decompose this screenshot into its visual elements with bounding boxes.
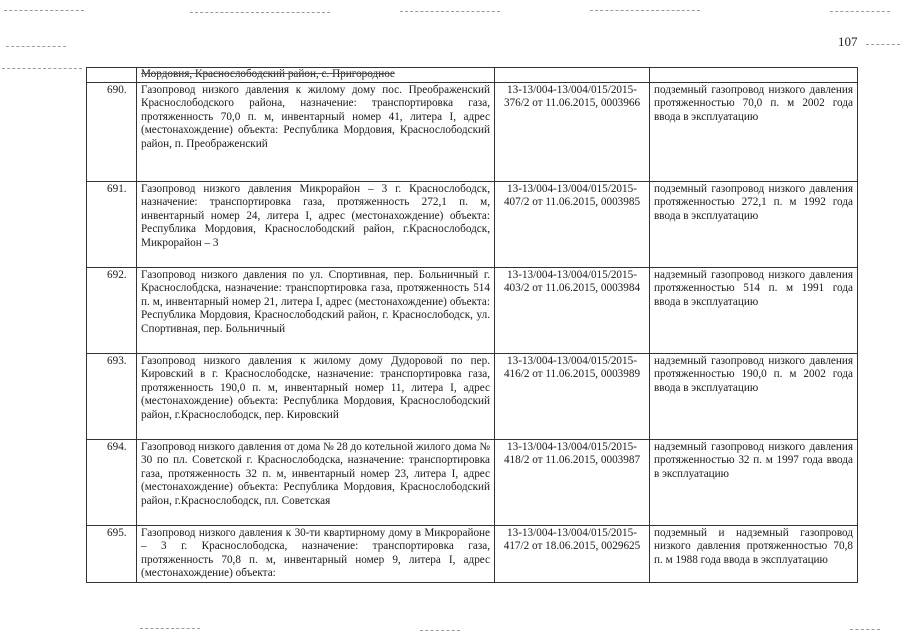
scan-artifact-top-mid <box>190 12 330 13</box>
scan-artifact-left-edge <box>2 68 82 69</box>
cell-registration: 13-13/004-13/004/015/2015-416/2 от 11.06.2015, 0003989 <box>495 353 650 439</box>
table-row-continuation <box>87 68 858 83</box>
cell-extra: надземный газопровод низкого давления протяженностью 32 п. м 1997 года ввода в эксплуатацию <box>650 439 858 525</box>
continuation-text: Мордовия, Краснослободский район, с. Пригородное <box>141 68 395 80</box>
cell-extra: подземный газопровод низкого давления протяженностью 272,1 п. м 1992 года ввода в эксплуатацию <box>650 181 858 267</box>
cell-num: 693. <box>87 353 137 439</box>
scan-artifact-bottom-mid <box>420 630 460 631</box>
table-row <box>87 181 858 267</box>
cell-description: Газопровод низкого давления к жилому дому Дудоровой по пер. Кировский в г. Краснослободске, назначение: транспортировка газа, протяженность 190,0 п. м, инвентарный номер 11, литера I, адрес (местонахождение) объекта: Республика Мордовия, Краснослободский район, г.Краснослободск, пер. Кировский <box>137 353 495 439</box>
cell-num: 690. <box>87 82 137 181</box>
scan-artifact-header-left <box>6 46 66 47</box>
cell-extra <box>650 68 858 83</box>
scan-artifact-top-center <box>400 11 500 12</box>
scan-artifact-header-right <box>866 44 900 45</box>
cell-description <box>137 68 495 83</box>
table-row <box>87 267 858 353</box>
gas-pipeline-table <box>86 67 858 583</box>
cell-num: 692. <box>87 267 137 353</box>
cell-description: Газопровод низкого давления от дома № 28 до котельной жилого дома № 30 по пл. Советской г. Краснослободска, назначение: транспортировка газа, протяженность 32 п. м, инвентарный номер 23, литера I, адрес (местонахождение) объекта: Республика Мордовия, Краснослободский район, г.Краснослободск, пл. Советская <box>137 439 495 525</box>
cell-description: Газопровод низкого давления к жилому дому пос. Преображенский Краснослободского района, назначение: транспортировка газа, протяженность 70,0 п. м, инвентарный номер 41, литера I, адрес (местонахождение) объекта: Республика Мордовия, Краснослободский район, п. Преображенский <box>137 82 495 181</box>
scan-artifact-bottom-right <box>850 629 880 630</box>
page-number: 107 <box>838 34 858 49</box>
table-row <box>87 525 858 582</box>
cell-extra: надземный газопровод низкого давления протяженностью 190,0 п. м 2002 года ввода в эксплуатацию <box>650 353 858 439</box>
cell-extra: подземный и надземный газопровод низкого давления протяженностью 70,8 п. м 1988 года ввода в эксплуатацию <box>650 525 858 582</box>
table-row <box>87 82 858 181</box>
cell-registration: 13-13/004-13/004/015/2015-418/2 от 11.06.2015, 0003987 <box>495 439 650 525</box>
scan-artifact-top-right <box>590 10 700 11</box>
scan-artifact-bottom-left <box>140 628 200 629</box>
scan-artifact-top-left <box>4 10 84 11</box>
cell-registration: 13-13/004-13/004/015/2015-407/2 от 11.06.2015, 0003985 <box>495 181 650 267</box>
scan-artifact-top-far-right <box>830 11 890 12</box>
cell-description: Газопровод низкого давления по ул. Спортивная, пер. Больничный г. Краснослобдска, назначение: транспортировка газа, протяженность 514 п. м, инвентарный номер 21, литера I, адрес (местонахождение) объекта: Республика Мордовия, Краснослободский район, г. Краснослободск, ул. Спортивная, пер. Больничный <box>137 267 495 353</box>
cell-extra: надземный газопровод низкого давления протяженностью 514 п. м 1991 года ввода в эксплуатацию <box>650 267 858 353</box>
cell-num: 694. <box>87 439 137 525</box>
table-row <box>87 353 858 439</box>
cell-description: Газопровод низкого давления к 30-ти квартирному дому в Микрорайоне – 3 г. Краснослободска, назначение: транспортировка газа, протяженность 70,8 п. м, инвентарный номер 9, литера I, адрес (местонахождение) объекта: <box>137 525 495 582</box>
cell-num <box>87 68 137 83</box>
cell-registration: 13-13/004-13/004/015/2015-376/2 от 11.06.2015, 0003966 <box>495 82 650 181</box>
cell-num: 691. <box>87 181 137 267</box>
cell-registration: 13-13/004-13/004/015/2015-417/2 от 18.06.2015, 0029625 <box>495 525 650 582</box>
table-row <box>87 439 858 525</box>
cell-extra: подземный газопровод низкого давления протяженностью 70,0 п. м 2002 года ввода в эксплуатацию <box>650 82 858 181</box>
cell-registration <box>495 68 650 83</box>
cell-description: Газопровод низкого давления Микрорайон – 3 г. Краснослободск, назначение: транспортировка газа, протяженность 272,1 п. м, инвентарный номер 24, литера I, адрес (местонахождение) объекта: Республика Мордовия, Краснослободский район, г.Краснослободск, Микрорайон – 3 <box>137 181 495 267</box>
cell-num: 695. <box>87 525 137 582</box>
cell-registration: 13-13/004-13/004/015/2015-403/2 от 11.06.2015, 0003984 <box>495 267 650 353</box>
